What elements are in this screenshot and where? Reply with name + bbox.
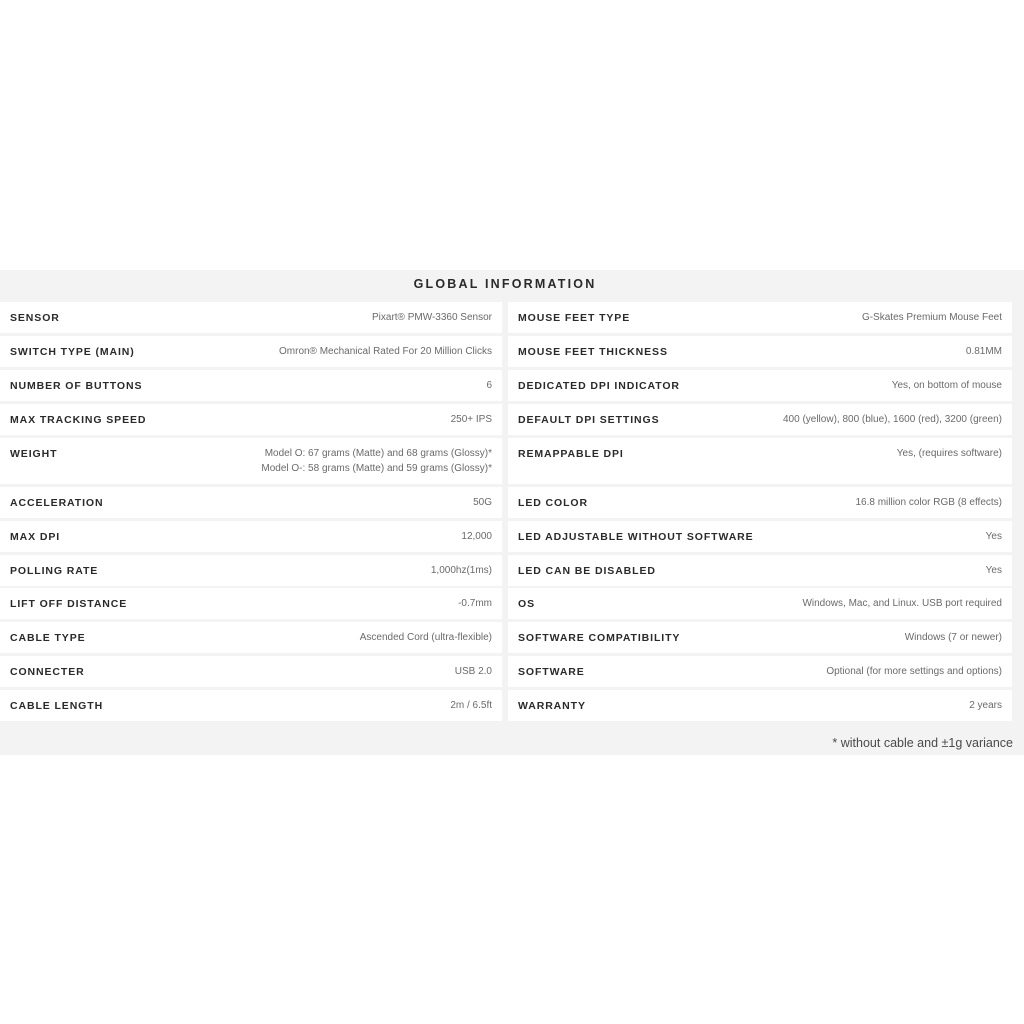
- spec-label: REMAPPABLE DPI: [518, 448, 624, 460]
- footnote: * without cable and ±1g variance: [832, 736, 1013, 750]
- spec-label: WARRANTY: [518, 700, 586, 712]
- spec-label: DEFAULT DPI SETTINGS: [518, 414, 660, 426]
- spec-label: SOFTWARE COMPATIBILITY: [518, 632, 681, 644]
- spec-value: 2 years: [969, 700, 1002, 711]
- spec-label: SWITCH TYPE (MAIN): [10, 346, 135, 358]
- spec-row: [508, 555, 1012, 586]
- spec-label: POLLING RATE: [10, 565, 99, 577]
- spec-row: [508, 690, 1012, 721]
- spec-row: [508, 404, 1012, 435]
- spec-label: LIFT OFF DISTANCE: [10, 598, 128, 610]
- spec-value: G-Skates Premium Mouse Feet: [861, 312, 1002, 323]
- global-information-panel: [0, 270, 1024, 755]
- spec-label: CABLE LENGTH: [10, 700, 104, 712]
- spec-label: NUMBER OF BUTTONS: [10, 380, 143, 392]
- spec-value: Model O: 67 grams (Matte) and 68 grams (Glossy)* Model O-: 58 grams (Matte) and 59 grams (Glossy)*: [261, 448, 492, 474]
- spec-label: MAX DPI: [10, 531, 61, 543]
- spec-row: [508, 370, 1012, 401]
- spec-row: [0, 622, 502, 653]
- spec-row: [508, 656, 1012, 687]
- spec-row: [0, 656, 502, 687]
- spec-value: Yes, on bottom of mouse: [891, 380, 1002, 391]
- spec-value: 50G: [473, 497, 492, 508]
- spec-label: MOUSE FEET TYPE: [518, 312, 631, 324]
- spec-value: 1,000hz(1ms): [430, 565, 492, 576]
- spec-row: [0, 438, 502, 484]
- spec-value: USB 2.0: [454, 666, 492, 677]
- spec-row: [508, 588, 1012, 619]
- spec-value: Windows, Mac, and Linux. USB port required: [802, 598, 1002, 609]
- spec-value: Yes: [985, 531, 1002, 542]
- spec-value: 12,000: [461, 531, 492, 542]
- spec-value: Pixart® PMW-3360 Sensor: [371, 312, 492, 323]
- spec-label: SOFTWARE: [518, 666, 585, 678]
- spec-label: LED COLOR: [518, 497, 588, 509]
- spec-row: [0, 302, 502, 333]
- spec-row: [508, 487, 1012, 518]
- spec-value: -0.7mm: [458, 598, 492, 609]
- spec-value: 400 (yellow), 800 (blue), 1600 (red), 3200 (green): [782, 414, 1002, 425]
- spec-row: [508, 302, 1012, 333]
- spec-label: MAX TRACKING SPEED: [10, 414, 147, 426]
- section-title: GLOBAL INFORMATION: [413, 277, 597, 291]
- spec-row: [508, 336, 1012, 367]
- spec-value: Optional (for more settings and options): [826, 666, 1002, 677]
- spec-row: [0, 336, 502, 367]
- spec-label: DEDICATED DPI INDICATOR: [518, 380, 680, 392]
- spec-label: LED CAN BE DISABLED: [518, 565, 656, 577]
- spec-value: Yes: [985, 565, 1002, 576]
- spec-row: [0, 487, 502, 518]
- spec-label: SENSOR: [10, 312, 60, 324]
- spec-label: CABLE TYPE: [10, 632, 86, 644]
- spec-row: [0, 521, 502, 552]
- spec-row: [0, 404, 502, 435]
- spec-label: WEIGHT: [10, 448, 58, 460]
- spec-value: 2m / 6.5ft: [450, 700, 492, 711]
- spec-row: [508, 438, 1012, 484]
- spec-row: [508, 622, 1012, 653]
- spec-value: Omron® Mechanical Rated For 20 Million Clicks: [279, 346, 492, 357]
- spec-value: Windows (7 or newer): [904, 632, 1002, 643]
- spec-row: [0, 588, 502, 619]
- spec-label: OS: [518, 598, 535, 610]
- spec-label: CONNECTER: [10, 666, 85, 678]
- spec-row: [0, 555, 502, 586]
- spec-row: [0, 370, 502, 401]
- spec-row: [0, 690, 502, 721]
- spec-label: MOUSE FEET THICKNESS: [518, 346, 668, 358]
- spec-value: Ascended Cord (ultra-flexible): [359, 632, 492, 643]
- spec-value: 6: [486, 380, 492, 391]
- spec-row: [508, 521, 1012, 552]
- spec-value: 250+ IPS: [450, 414, 492, 425]
- spec-label: LED ADJUSTABLE WITHOUT SOFTWARE: [518, 531, 754, 543]
- spec-value: 16.8 million color RGB (8 effects): [855, 497, 1002, 508]
- spec-label: ACCELERATION: [10, 497, 104, 509]
- spec-value: Yes, (requires software): [896, 448, 1002, 459]
- spec-value: 0.81MM: [965, 346, 1002, 357]
